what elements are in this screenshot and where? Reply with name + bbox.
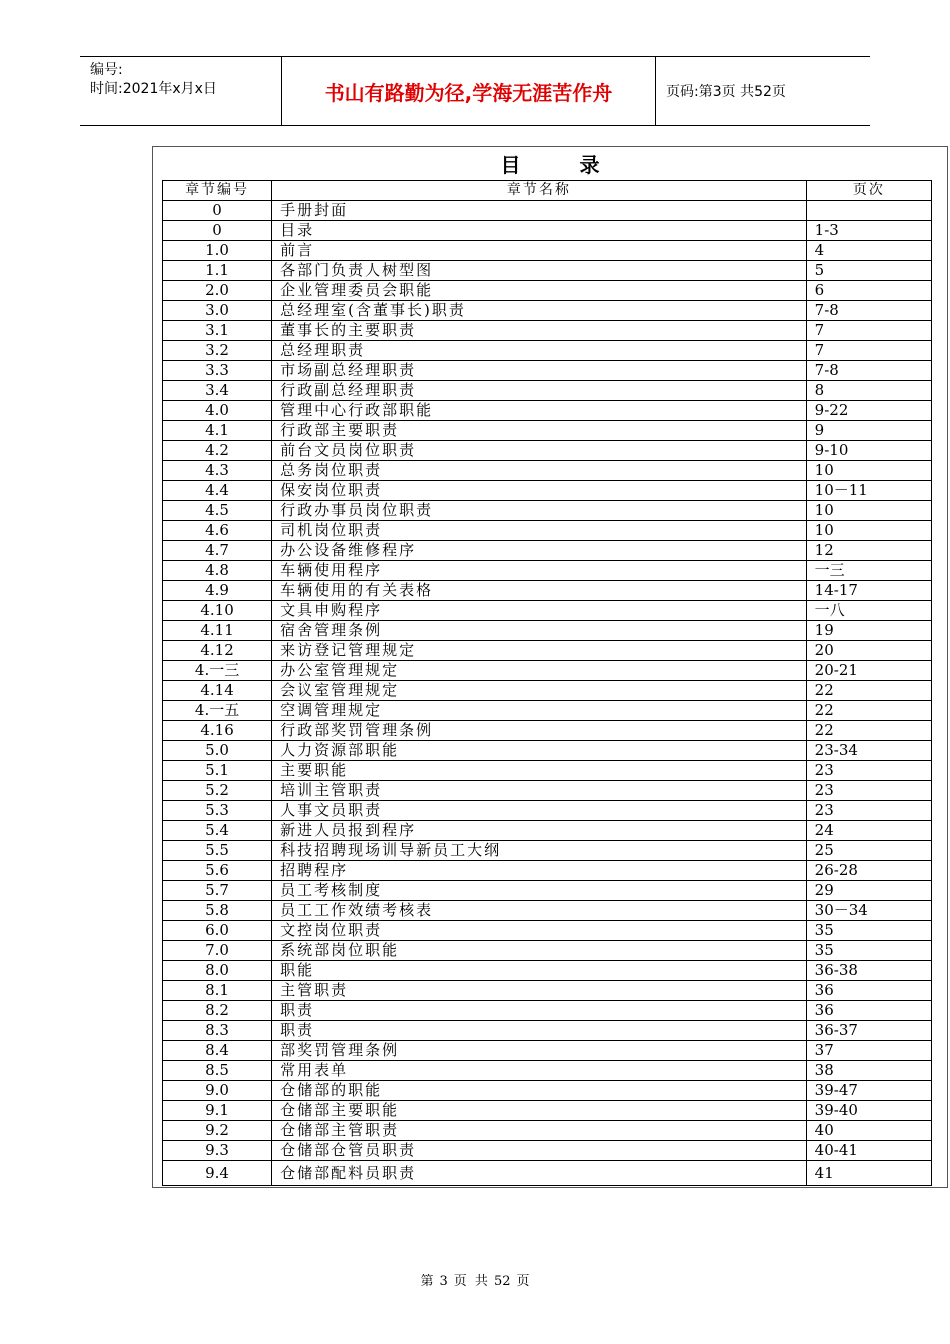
footer-middle: 页 共 (453, 1274, 488, 1289)
toc-cell-page: 36-38 (806, 961, 931, 981)
toc-cell-number: 4.11 (163, 621, 272, 641)
toc-row (163, 1041, 932, 1061)
toc-cell-name: 员工工作效绩考核表 (272, 901, 807, 921)
toc-row (163, 901, 932, 921)
toc-row (163, 701, 932, 721)
toc-header-row (163, 181, 932, 201)
toc-row (163, 821, 932, 841)
toc-cell-page: 22 (806, 701, 931, 721)
toc-cell-number: 7.0 (163, 941, 272, 961)
toc-row (163, 841, 932, 861)
toc-row (163, 941, 932, 961)
toc-cell-name: 行政办事员岗位职责 (272, 501, 807, 521)
toc-row (163, 241, 932, 261)
toc-row (163, 661, 932, 681)
toc-cell-page: 10 (806, 501, 931, 521)
toc-row (163, 501, 932, 521)
toc-row (163, 1061, 932, 1081)
toc-cell-number: 8.0 (163, 961, 272, 981)
toc-cell-name: 新进人员报到程序 (272, 821, 807, 841)
toc-cell-number: 4.16 (163, 721, 272, 741)
toc-cell-name: 文控岗位职责 (272, 921, 807, 941)
toc-cell-page: 35 (806, 921, 931, 941)
toc-cell-page: 12 (806, 541, 931, 561)
toc-body (163, 201, 932, 1186)
toc-row (163, 261, 932, 281)
toc-cell-number: 8.5 (163, 1061, 272, 1081)
toc-cell-page: 20-21 (806, 661, 931, 681)
toc-cell-name: 车辆使用程序 (272, 561, 807, 581)
toc-cell-name: 宿舍管理条例 (272, 621, 807, 641)
toc-row (163, 581, 932, 601)
toc-cell-name: 行政部主要职责 (272, 421, 807, 441)
toc-cell-number: 5.0 (163, 741, 272, 761)
toc-cell-name: 目录 (272, 221, 807, 241)
toc-cell-page: 14-17 (806, 581, 931, 601)
toc-cell-name: 司机岗位职责 (272, 521, 807, 541)
toc-cell-number: 4.5 (163, 501, 272, 521)
toc-cell-number: 4.14 (163, 681, 272, 701)
toc-cell-number: 8.4 (163, 1041, 272, 1061)
toc-cell-page: 24 (806, 821, 931, 841)
document-date: 时间:2021年x月x日 (90, 81, 217, 97)
document-number-label: 编号: (90, 62, 123, 78)
toc-row (163, 361, 932, 381)
toc-cell-page: 一八 (806, 601, 931, 621)
toc-cell-name: 培训主管职责 (272, 781, 807, 801)
toc-cell-number: 9.0 (163, 1081, 272, 1101)
toc-cell-number: 9.1 (163, 1101, 272, 1121)
toc-cell-page: 10 (806, 521, 931, 541)
header-meta (80, 57, 282, 125)
toc-cell-page: 7-8 (806, 301, 931, 321)
toc-cell-number: 4.3 (163, 461, 272, 481)
toc-cell-name: 人事文员职责 (272, 801, 807, 821)
toc-cell-number: 3.2 (163, 341, 272, 361)
toc-cell-number: 4.4 (163, 481, 272, 501)
toc-cell-name: 文具申购程序 (272, 601, 807, 621)
toc-row (163, 281, 932, 301)
toc-row (163, 521, 932, 541)
toc-cell-name: 总务岗位职责 (272, 461, 807, 481)
toc-row (163, 621, 932, 641)
toc-row (163, 441, 932, 461)
col-header-number: 章节编号 (163, 181, 272, 201)
toc-row (163, 1161, 932, 1186)
toc-cell-page: 23 (806, 761, 931, 781)
toc-cell-number: 5.5 (163, 841, 272, 861)
toc-cell-page: 40-41 (806, 1141, 931, 1161)
toc-cell-number: 6.0 (163, 921, 272, 941)
toc-cell-page: 9 (806, 421, 931, 441)
toc-cell-number: 2.0 (163, 281, 272, 301)
toc-cell-page: 36 (806, 981, 931, 1001)
toc-cell-number: 4.8 (163, 561, 272, 581)
toc-table (162, 180, 932, 1186)
toc-cell-page: 4 (806, 241, 931, 261)
toc-row (163, 201, 932, 221)
toc-cell-number: 5.8 (163, 901, 272, 921)
toc-cell-number: 4.0 (163, 401, 272, 421)
toc-row (163, 461, 932, 481)
toc-cell-name: 行政部奖罚管理条例 (272, 721, 807, 741)
toc-cell-page: 40 (806, 1121, 931, 1141)
header-motto: 书山有路勤为径,学海无涯苦作舟 (282, 57, 656, 125)
toc-cell-name: 各部门负责人树型图 (272, 261, 807, 281)
toc-cell-page (806, 201, 931, 221)
toc-row (163, 381, 932, 401)
toc-cell-page: 39-47 (806, 1081, 931, 1101)
toc-cell-name: 职责 (272, 1021, 807, 1041)
toc-row (163, 1081, 932, 1101)
toc-cell-number: 3.3 (163, 361, 272, 381)
toc-cell-number: 9.2 (163, 1121, 272, 1141)
toc-cell-page: 37 (806, 1041, 931, 1061)
toc-cell-name: 董事长的主要职责 (272, 321, 807, 341)
toc-row (163, 481, 932, 501)
toc-cell-number: 3.1 (163, 321, 272, 341)
toc-row (163, 561, 932, 581)
toc-row (163, 921, 932, 941)
footer-suffix: 页 (516, 1274, 530, 1289)
toc-cell-number: 3.4 (163, 381, 272, 401)
toc-cell-number: 5.1 (163, 761, 272, 781)
col-header-page: 页次 (806, 181, 931, 201)
toc-cell-number: 9.3 (163, 1141, 272, 1161)
toc-cell-name: 仓储部配料员职责 (272, 1161, 807, 1186)
toc-cell-page: 20 (806, 641, 931, 661)
toc-cell-page: 1-3 (806, 221, 931, 241)
toc-cell-number: 4.1 (163, 421, 272, 441)
toc-cell-number: 5.7 (163, 881, 272, 901)
toc-row (163, 1001, 932, 1021)
toc-cell-number: 5.4 (163, 821, 272, 841)
toc-cell-number: 5.6 (163, 861, 272, 881)
toc-row (163, 1021, 932, 1041)
toc-cell-page: 26-28 (806, 861, 931, 881)
toc-cell-name: 来访登记管理规定 (272, 641, 807, 661)
toc-cell-page: 36-37 (806, 1021, 931, 1041)
toc-cell-name: 会议室管理规定 (272, 681, 807, 701)
toc-cell-page: 9-22 (806, 401, 931, 421)
toc-row (163, 341, 932, 361)
toc-cell-name: 市场副总经理职责 (272, 361, 807, 381)
toc-cell-name: 仓储部的职能 (272, 1081, 807, 1101)
toc-cell-number: 1.1 (163, 261, 272, 281)
toc-cell-number: 8.2 (163, 1001, 272, 1021)
toc-cell-name: 仓储部主管职责 (272, 1121, 807, 1141)
toc-cell-name: 总经理室(含董事长)职责 (272, 301, 807, 321)
toc-cell-name: 企业管理委员会职能 (272, 281, 807, 301)
toc-cell-name: 人力资源部职能 (272, 741, 807, 761)
toc-cell-name: 部奖罚管理条例 (272, 1041, 807, 1061)
toc-cell-number: 5.3 (163, 801, 272, 821)
toc-cell-name: 办公设备维修程序 (272, 541, 807, 561)
toc-cell-name: 前言 (272, 241, 807, 261)
toc-cell-name: 总经理职责 (272, 341, 807, 361)
toc-cell-name: 主管职责 (272, 981, 807, 1001)
toc-cell-number: 9.4 (163, 1161, 272, 1186)
toc-cell-number: 0 (163, 201, 272, 221)
toc-row (163, 761, 932, 781)
toc-row (163, 421, 932, 441)
toc-cell-page: 7-8 (806, 361, 931, 381)
toc-cell-page: 7 (806, 321, 931, 341)
toc-cell-name: 科技招聘现场训导新员工大纲 (272, 841, 807, 861)
toc-row (163, 781, 932, 801)
toc-cell-page: 38 (806, 1061, 931, 1081)
toc-cell-name: 车辆使用的有关表格 (272, 581, 807, 601)
toc-row (163, 541, 932, 561)
toc-row (163, 641, 932, 661)
toc-cell-name: 行政副总经理职责 (272, 381, 807, 401)
toc-cell-name: 职责 (272, 1001, 807, 1021)
toc-row (163, 1121, 932, 1141)
toc-cell-number: 1.0 (163, 241, 272, 261)
toc-cell-name: 保安岗位职责 (272, 481, 807, 501)
toc-cell-name: 前台文员岗位职责 (272, 441, 807, 461)
toc-cell-page: 22 (806, 721, 931, 741)
toc-cell-page: 22 (806, 681, 931, 701)
toc-cell-page: 9-10 (806, 441, 931, 461)
page-header (80, 56, 870, 126)
toc-cell-number: 4.7 (163, 541, 272, 561)
toc-cell-page: 23 (806, 781, 931, 801)
footer-prefix: 第 (420, 1274, 434, 1289)
toc-cell-name: 办公室管理规定 (272, 661, 807, 681)
toc-cell-name: 仓储部仓管员职责 (272, 1141, 807, 1161)
toc-cell-page: 23-34 (806, 741, 931, 761)
toc-row (163, 1101, 932, 1121)
toc-cell-page: 一三 (806, 561, 931, 581)
toc-cell-number: 4.9 (163, 581, 272, 601)
toc-cell-page: 8 (806, 381, 931, 401)
toc-row (163, 881, 932, 901)
toc-title: 目 录 (500, 153, 626, 177)
toc-cell-page: 25 (806, 841, 931, 861)
toc-cell-number: 5.2 (163, 781, 272, 801)
toc-cell-name: 仓储部主要职能 (272, 1101, 807, 1121)
toc-cell-page: 19 (806, 621, 931, 641)
toc-cell-number: 0 (163, 221, 272, 241)
toc-cell-name: 主要职能 (272, 761, 807, 781)
toc-cell-page: 10 (806, 461, 931, 481)
col-header-name: 章节名称 (272, 181, 807, 201)
toc-cell-name: 职能 (272, 961, 807, 981)
toc-cell-name: 常用表单 (272, 1061, 807, 1081)
toc-cell-page: 6 (806, 281, 931, 301)
toc-cell-name: 系统部岗位职能 (272, 941, 807, 961)
toc-row (163, 301, 932, 321)
toc-cell-number: 4.一五 (163, 701, 272, 721)
toc-cell-number: 4.2 (163, 441, 272, 461)
toc-cell-page: 36 (806, 1001, 931, 1021)
toc-cell-page: 41 (806, 1161, 931, 1186)
toc-cell-page: 30－34 (806, 901, 931, 921)
toc-cell-page: 5 (806, 261, 931, 281)
toc-row (163, 961, 932, 981)
toc-row (163, 981, 932, 1001)
toc-row (163, 401, 932, 421)
toc-cell-number: 8.3 (163, 1021, 272, 1041)
toc-cell-number: 4.12 (163, 641, 272, 661)
toc-frame (152, 146, 948, 1188)
toc-row (163, 1141, 932, 1161)
toc-cell-name: 招聘程序 (272, 861, 807, 881)
toc-cell-page: 29 (806, 881, 931, 901)
toc-row (163, 601, 932, 621)
toc-row (163, 861, 932, 881)
toc-row (163, 681, 932, 701)
toc-row (163, 741, 932, 761)
toc-cell-number: 4.6 (163, 521, 272, 541)
toc-row (163, 321, 932, 341)
toc-cell-number: 8.1 (163, 981, 272, 1001)
toc-cell-page: 35 (806, 941, 931, 961)
toc-cell-name: 手册封面 (272, 201, 807, 221)
page-footer (0, 1270, 950, 1289)
footer-total-pages: 52 (493, 1274, 511, 1289)
toc-cell-page: 7 (806, 341, 931, 361)
footer-current-page: 3 (439, 1274, 448, 1289)
toc-cell-name: 空调管理规定 (272, 701, 807, 721)
toc-cell-number: 4.一三 (163, 661, 272, 681)
toc-row (163, 221, 932, 241)
toc-cell-number: 3.0 (163, 301, 272, 321)
toc-cell-page: 23 (806, 801, 931, 821)
toc-cell-page: 39-40 (806, 1101, 931, 1121)
toc-cell-name: 员工考核制度 (272, 881, 807, 901)
toc-cell-name: 管理中心行政部职能 (272, 401, 807, 421)
header-page-info: 页码:第3页 共52页 (666, 84, 786, 100)
toc-cell-page: 10－11 (806, 481, 931, 501)
toc-cell-number: 4.10 (163, 601, 272, 621)
toc-row (163, 801, 932, 821)
toc-row (163, 721, 932, 741)
